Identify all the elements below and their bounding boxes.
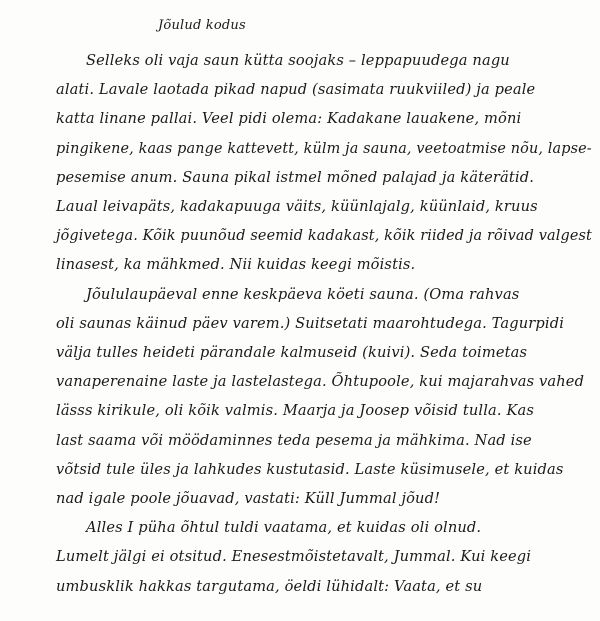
text-line-5: pesemise anum. Sauna pikal istmel mõned palajad ja käterätid. (56, 168, 534, 186)
text-line-3: katta linane pallai. Veel pidi olema: Kadakane lauakene, mõni (56, 110, 522, 128)
text-line-14: last saama või möödaminnes teda pesema ja mähkima. Nad ise (56, 431, 532, 449)
text-line-9: Jõululaupäeval enne keskpäeva köeti sauna. (Oma rahvas (86, 285, 520, 303)
text-line-15: võtsid tule üles ja lahkudes kustutasid. Laste küsimusele, et kuidas (56, 460, 564, 478)
text-line-11: välja tulles heideti pärandale kalmuseid (kuivi). Seda toimetas (56, 344, 528, 361)
text-line-17: Alles I püha õhtul tuldi vaatama, et kuidas oli olnud. (86, 519, 482, 537)
text-line-13: lässs kirikule, oli kõik valmis. Maarja ja Joosep võisid tulla. Kas (56, 402, 535, 420)
text-line-10: oli saunas käinud päev varem.) Suitsetati maarohtudega. Tagurpidi (56, 314, 565, 332)
text-line-19: umbusklik hakkas targutama, öeldi lühidalt: Vaata, et su (56, 577, 483, 595)
text-line-18: Lumelt jälgi ei otsitud. Enesestmõistetavalt, Jummal. Kui keegi (56, 548, 532, 566)
text-line-1: Selleks oli vaja saun kütta soojaks – leppapuudega nagu (86, 52, 510, 69)
text-line-12: vanaperenaine laste ja lastelastega. Õhtupoole, kui majarahvas vahed (56, 373, 585, 391)
text-line-7: jõgivetega. Kõik puunõud seemid kadakast, kõik riided ja rõivad valgest (56, 227, 593, 245)
text-line-8: linasest, ka mähkmed. Nii kuidas keegi mõistis. (56, 256, 416, 274)
text-line-2: alati. Lavale laotada pikad napud (sasimata ruukviiled) ja peale (56, 81, 536, 99)
text-line-6: Laual leivapäts, kadakapuuga väits, küünlajalg, küünlaid, kruus (56, 198, 538, 215)
text-line-4: pingikene, kaas pange kattevett, külm ja sauna, veetoatmise nõu, lapse- (56, 139, 592, 157)
text-line-16: nad igale poole jõuavad, vastati: Küll Jummal jõud! (56, 490, 441, 507)
page-title: Jõulud kodus (158, 18, 246, 33)
